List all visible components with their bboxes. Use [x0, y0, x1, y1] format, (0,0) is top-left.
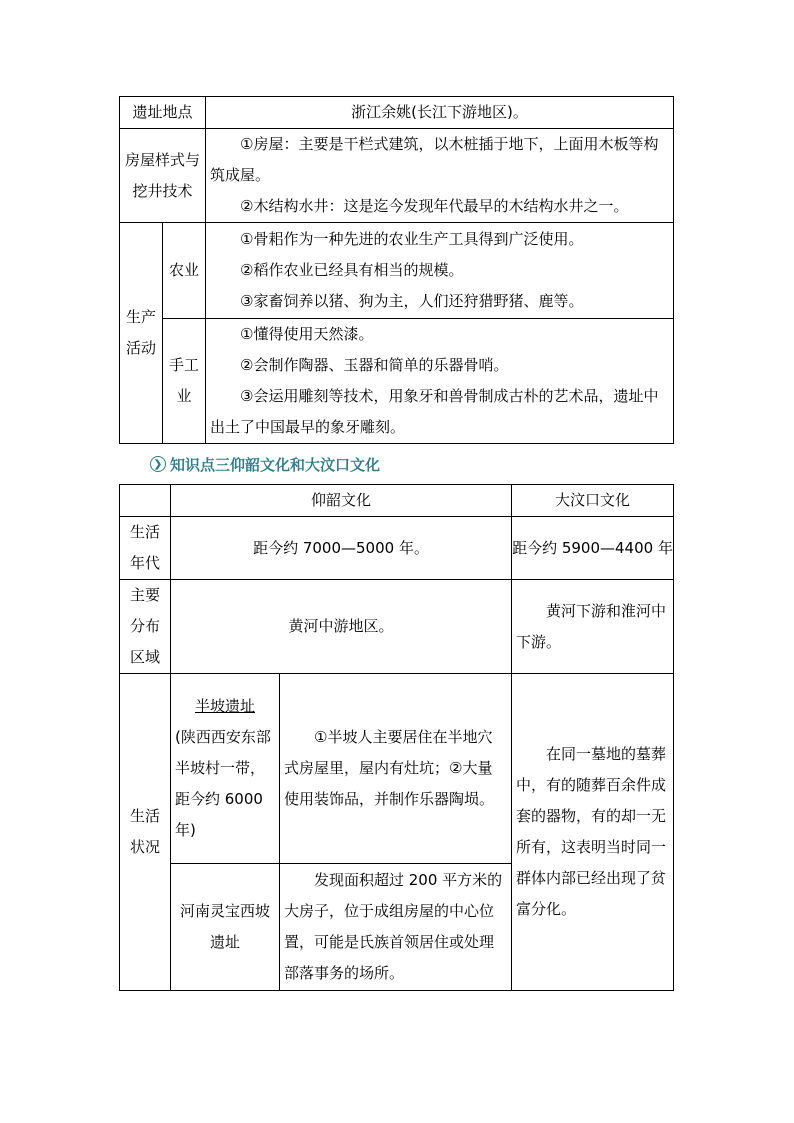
- region-yangshao: 黄河中游地区。: [171, 580, 512, 674]
- banpo-description-text: ①半坡人主要居住在半地穴式房屋里，屋内有灶坑；②大量使用装饰品，并制作乐器陶埙。: [284, 728, 495, 808]
- house-content: [206, 129, 674, 223]
- agriculture-content: [206, 223, 674, 319]
- agri-item-3: ③家畜饲养以猪、狗为主，人们还狩猎野猪、鹿等。: [240, 292, 584, 310]
- house-label: [120, 129, 206, 223]
- xipo-description-text: 发现面积超过 200 平方米的大房子，位于成组房屋的中心位置，可能是氏族首领居住或处理部落事务的场所。: [284, 871, 503, 982]
- life-label-text: 生活状况: [129, 807, 160, 856]
- craft-content: [206, 319, 674, 444]
- header-dawenkou: 大汶口文化: [512, 485, 674, 517]
- section-heading-text: 知识点三仰韶文化和大汶口文化: [170, 455, 381, 474]
- xipo-name: 河南灵宝西坡遗址: [171, 864, 280, 991]
- site-label: 遗址地点: [120, 97, 206, 129]
- craft-item-2: ②会制作陶器、玉器和简单的乐器骨哨。: [240, 356, 509, 374]
- header-empty-cell: [120, 485, 171, 517]
- hemudu-table: [119, 96, 674, 444]
- header-yangshao: 仰韶文化: [171, 485, 512, 517]
- craft-item-3: ③会运用雕刻等技术，用象牙和兽骨制成古朴的艺术品，遗址中出土了中国最早的象牙雕刻。: [210, 387, 659, 436]
- production-label: [120, 223, 163, 444]
- era-dawenkou: 距今约 5900—4400 年: [512, 517, 674, 580]
- life-label: [120, 674, 171, 991]
- house-item-2: ②木结构水井：这是迄今发现年代最早的木结构水井之一。: [240, 197, 629, 215]
- agri-item-2: ②稻作农业已经具有相当的规模。: [240, 261, 464, 279]
- era-yangshao: 距今约 7000—5000 年。: [171, 517, 512, 580]
- era-label: [120, 517, 171, 580]
- site-value: 浙江余姚(长江下游地区)。: [206, 97, 674, 129]
- banpo-description: [280, 674, 512, 864]
- craft-label-text: 手工业: [168, 356, 199, 405]
- region-dawenkou-text: 黄河下游和淮河中下游。: [516, 601, 667, 651]
- dawenkou-life-text: 在同一墓地的墓葬中，有的随葬百余件成套的器物，有的却一无所有，这表明当时同一群体内部已经出现了贫富分化。: [516, 745, 667, 918]
- agri-item-1: ①骨耜作为一种先进的农业生产工具得到广泛使用。: [240, 230, 584, 248]
- dawenkou-life: [512, 674, 674, 991]
- production-label-text: 生产活动: [125, 308, 156, 357]
- circled-arrow-icon: ❯: [150, 456, 166, 472]
- yangshao-dawenkou-table: [119, 484, 674, 991]
- banpo-name: 半坡遗址: [194, 697, 255, 715]
- banpo-cell: [171, 674, 280, 864]
- region-label-text: 主要分布区域: [129, 586, 160, 666]
- banpo-detail: (陕西西安东部半坡村一带，距今约 6000 年): [175, 728, 271, 839]
- region-dawenkou: [512, 580, 674, 674]
- era-label-text: 生活年代: [129, 523, 160, 572]
- section-heading: [150, 453, 380, 475]
- region-label: [120, 580, 171, 674]
- craft-label: [163, 319, 206, 444]
- agriculture-label: 农业: [163, 223, 206, 319]
- xipo-description: [280, 864, 512, 991]
- house-item-1: ①房屋：主要是干栏式建筑，以木桩插于地下，上面用木板等构筑成屋。: [210, 135, 659, 184]
- craft-item-1: ①懂得使用天然漆。: [240, 325, 374, 343]
- house-label-text: 房屋样式与挖井技术: [124, 150, 200, 200]
